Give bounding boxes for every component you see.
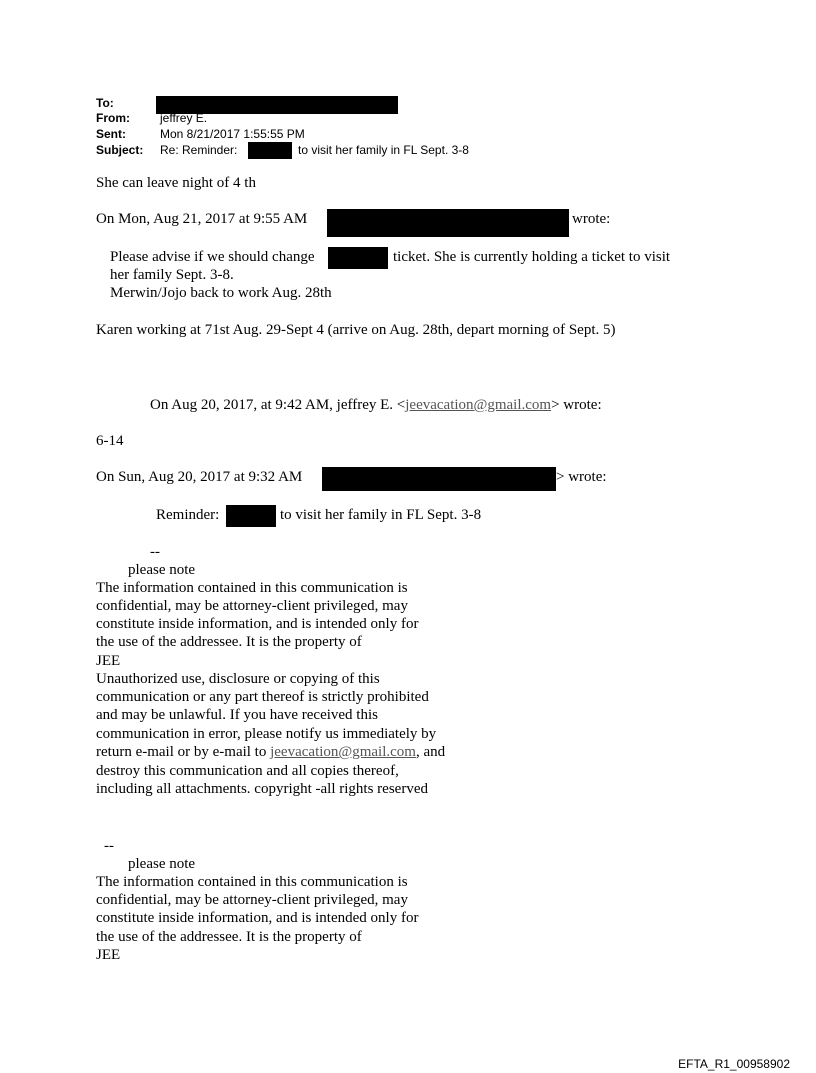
quote2-attribution-prefix: On Aug 20, 2017, at 9:42 AM, jeffrey E. <	[150, 397, 406, 413]
disclaimer-line: Unauthorized use, disclosure or copying of this	[96, 671, 380, 687]
redacted-quote3-sender	[322, 467, 556, 491]
six-fourteen-text: 6-14	[96, 433, 124, 449]
quote2-email-link[interactable]: jeevacation@gmail.com	[405, 397, 552, 413]
redacted-reminder-name	[226, 505, 276, 527]
quote1-line3: Merwin/Jojo back to work Aug. 28th	[110, 285, 332, 301]
quote3-attribution-prefix: On Sun, Aug 20, 2017 at 9:32 AM	[96, 469, 303, 485]
disclaimer-line: the use of the addressee. It is the property of	[96, 634, 362, 650]
disclaimer-line: constitute inside information, and is intended only for	[96, 910, 419, 926]
disclaimer-line: communication in error, please notify us immediately by	[96, 726, 437, 742]
sent-label: Sent:	[96, 127, 126, 141]
please-note-label: please note	[128, 856, 196, 872]
quote1-line2: her family Sept. 3-8.	[110, 267, 234, 283]
disclaimer-return-suffix: , and	[415, 744, 446, 760]
karen-schedule-line: Karen working at 71st Aug. 29-Sept 4 (arrive on Aug. 28th, depart morning of Sept. 5)	[96, 322, 616, 338]
reminder-suffix: to visit her family in FL Sept. 3-8	[280, 507, 482, 523]
disclaimer-line: including all attachments. copyright -all rights reserved	[96, 781, 428, 797]
disclaimer-line: and may be unlawful. If you have received this	[96, 707, 378, 723]
redacted-subject-name	[248, 142, 292, 159]
disclaimer-line: communication or any part thereof is strictly prohibited	[96, 689, 429, 705]
quote1-line1-suffix: ticket. She is currently holding a ticket to visit	[393, 249, 671, 265]
disclaimer-return-prefix: return e-mail or by e-mail to	[96, 744, 271, 760]
disclaimer-line: The information contained in this communication is	[96, 580, 408, 596]
subject-prefix: Re: Reminder:	[160, 143, 238, 157]
signature-dashes: --	[104, 838, 114, 854]
quote3-attribution-suffix: > wrote:	[556, 469, 607, 485]
subject-label: Subject:	[96, 143, 144, 157]
to-label: To:	[96, 96, 114, 110]
from-value: jeffrey E.	[160, 111, 208, 125]
email-header	[96, 96, 516, 158]
reply-text: She can leave night of 4 th	[96, 175, 256, 191]
disclaimer-email-link[interactable]: jeevacation@gmail.com	[270, 744, 416, 760]
disclaimer-line: the use of the addressee. It is the property of	[96, 929, 362, 945]
from-label: From:	[96, 111, 130, 125]
quote1-line1-prefix: Please advise if we should change	[110, 249, 315, 265]
disclaimer-line: constitute inside information, and is intended only for	[96, 616, 419, 632]
redacted-ticket-name	[328, 247, 388, 269]
subject-suffix: to visit her family in FL Sept. 3-8	[298, 143, 469, 157]
quote1-attribution-prefix: On Mon, Aug 21, 2017 at 9:55 AM	[96, 211, 308, 227]
disclaimer-line: destroy this communication and all copies thereof,	[96, 763, 399, 779]
disclaimer-line: confidential, may be attorney-client privileged, may	[96, 892, 408, 908]
disclaimer-line: The information contained in this communication is	[96, 874, 408, 890]
quote1-attribution-suffix: wrote:	[572, 211, 611, 227]
quote2-attribution-suffix: > wrote:	[551, 397, 602, 413]
please-note-label: please note	[128, 562, 196, 578]
document-id: EFTA_R1_00958902	[678, 1057, 790, 1071]
sent-value: Mon 8/21/2017 1:55:55 PM	[160, 127, 305, 141]
disclaimer-line: JEE	[96, 653, 121, 669]
disclaimer-line: confidential, may be attorney-client privileged, may	[96, 598, 408, 614]
quote2-attribution	[150, 396, 602, 414]
signature-dashes: --	[150, 544, 160, 560]
disclaimer-line: JEE	[96, 947, 121, 963]
redacted-quote1-sender	[327, 209, 569, 237]
reminder-prefix: Reminder:	[156, 507, 220, 523]
disclaimer-return-line	[96, 743, 445, 761]
